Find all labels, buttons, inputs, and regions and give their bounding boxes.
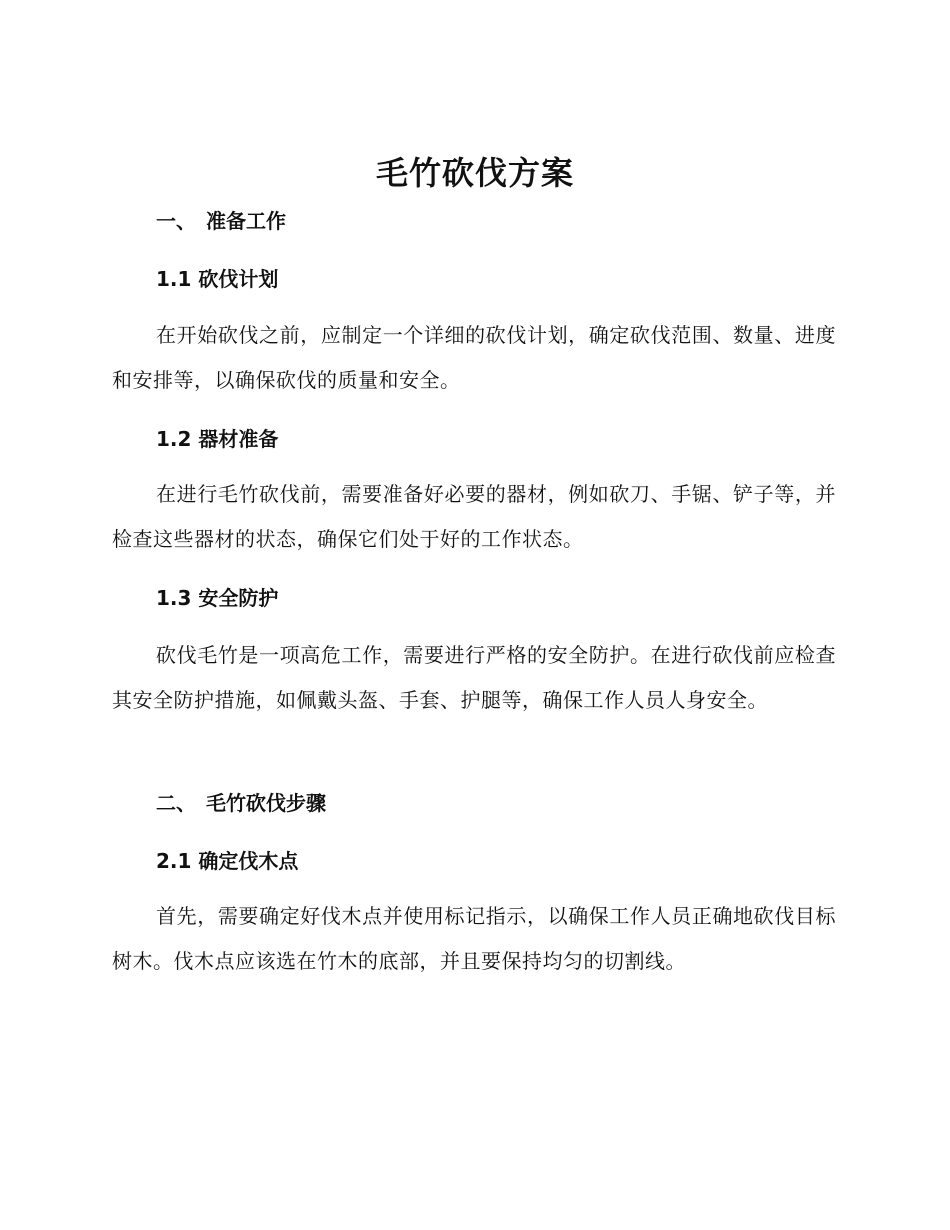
- section-heading-1: [156, 206, 286, 236]
- document-title: 毛竹砍伐方案: [375, 154, 574, 192]
- subsection-heading-1-1: 1.1 砍伐计划: [156, 267, 279, 291]
- section-title: 准备工作: [206, 209, 286, 233]
- section-heading-2: [156, 788, 326, 818]
- subsection-heading-1-3: 1.3 安全防护: [156, 586, 279, 610]
- subsection-heading-1-2: 1.2 器材准备: [156, 427, 279, 451]
- section-number: 二、: [156, 791, 196, 815]
- section-number: 一、: [156, 209, 196, 233]
- paragraph-1-1: 在开始砍伐之前，应制定一个详细的砍伐计划，确定砍伐范围、数量、进度和安排等，以确保砍伐的质量和安全。: [112, 323, 836, 392]
- paragraph-1-2: 在进行毛竹砍伐前，需要准备好必要的器材，例如砍刀、手锯、铲子等，并检查这些器材的状态，确保它们处于好的工作状态。: [112, 482, 836, 551]
- section-title: 毛竹砍伐步骤: [206, 791, 326, 815]
- paragraph-1-3: 砍伐毛竹是一项高危工作，需要进行严格的安全防护。在进行砍伐前应检查其安全防护措施，如佩戴头盔、手套、护腿等，确保工作人员人身安全。: [112, 643, 836, 712]
- paragraph-2-1: 首先，需要确定好伐木点并使用标记指示，以确保工作人员正确地砍伐目标树木。伐木点应该选在竹木的底部，并且要保持均匀的切割线。: [112, 904, 836, 973]
- subsection-heading-2-1: 2.1 确定伐木点: [156, 849, 299, 873]
